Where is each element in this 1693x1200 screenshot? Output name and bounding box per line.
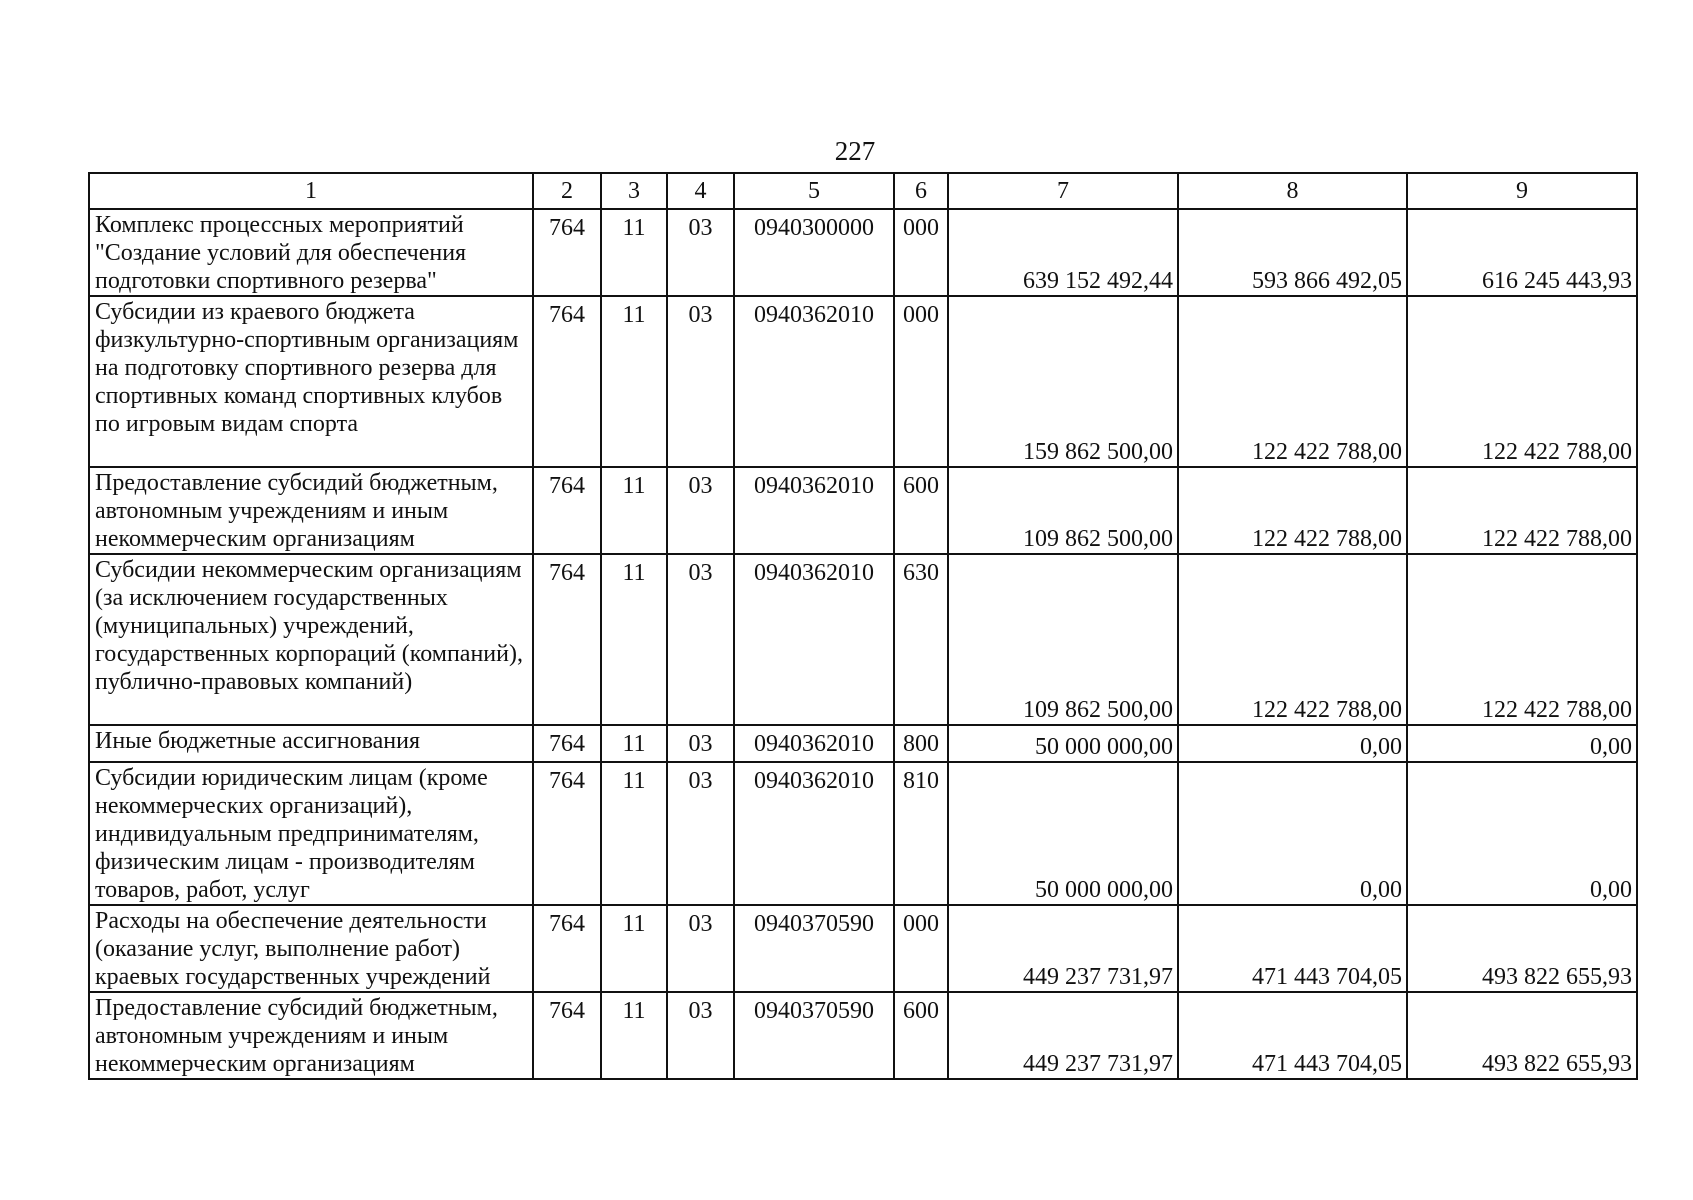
amount-cell: 159 862 500,00 [948,296,1178,467]
code-cell: 03 [667,905,734,992]
code-cell: 03 [667,554,734,725]
amount-cell: 471 443 704,05 [1178,905,1407,992]
amount-cell: 493 822 655,93 [1407,905,1637,992]
table-row [89,296,1637,467]
code-cell: 11 [601,296,667,467]
row-description: Комплекс процессных мероприятий "Создание условий для обеспечения подготовки спортивного резерва" [89,209,533,296]
amount-cell: 471 443 704,05 [1178,992,1407,1079]
code-cell: 0940362010 [734,725,894,762]
code-cell: 03 [667,296,734,467]
code-cell: 000 [894,296,948,467]
code-cell: 0940370590 [734,905,894,992]
code-cell: 764 [533,905,601,992]
code-cell: 11 [601,725,667,762]
code-cell: 11 [601,467,667,554]
code-cell: 11 [601,905,667,992]
code-cell: 764 [533,762,601,905]
amount-cell: 0,00 [1407,725,1637,762]
amount-cell: 109 862 500,00 [948,467,1178,554]
amount-cell: 50 000 000,00 [948,725,1178,762]
amount-cell: 109 862 500,00 [948,554,1178,725]
amount-cell: 122 422 788,00 [1178,554,1407,725]
code-cell: 03 [667,209,734,296]
code-cell: 630 [894,554,948,725]
code-cell: 03 [667,992,734,1079]
amount-cell: 122 422 788,00 [1407,467,1637,554]
code-cell: 0940362010 [734,762,894,905]
row-description: Субсидии из краевого бюджета физкультурно-спортивным организациям на подготовку спортивного резерва для спортивных команд спортивных клубов по игровым видам спорта [89,296,533,467]
amount-cell: 639 152 492,44 [948,209,1178,296]
code-cell: 764 [533,725,601,762]
column-header: 7 [948,173,1178,209]
column-header: 4 [667,173,734,209]
code-cell: 11 [601,992,667,1079]
amount-cell: 122 422 788,00 [1407,554,1637,725]
code-cell: 0940362010 [734,296,894,467]
amount-cell: 122 422 788,00 [1178,467,1407,554]
column-header: 9 [1407,173,1637,209]
amount-cell: 616 245 443,93 [1407,209,1637,296]
code-cell: 764 [533,467,601,554]
code-cell: 11 [601,209,667,296]
column-header: 2 [533,173,601,209]
code-cell: 764 [533,209,601,296]
row-description: Расходы на обеспечение деятельности (оказание услуг, выполнение работ) краевых государственных учреждений [89,905,533,992]
code-cell: 0940362010 [734,467,894,554]
table-row [89,554,1637,725]
column-header: 5 [734,173,894,209]
column-header: 3 [601,173,667,209]
amount-cell: 122 422 788,00 [1178,296,1407,467]
code-cell: 600 [894,992,948,1079]
row-description: Иные бюджетные ассигнования [89,725,533,762]
code-cell: 000 [894,209,948,296]
amount-cell: 0,00 [1178,762,1407,905]
table-row [89,905,1637,992]
table-row [89,992,1637,1079]
code-cell: 11 [601,554,667,725]
code-cell: 600 [894,467,948,554]
amount-cell: 593 866 492,05 [1178,209,1407,296]
code-cell: 0940300000 [734,209,894,296]
column-header: 6 [894,173,948,209]
budget-table [88,172,1638,1080]
code-cell: 0940370590 [734,992,894,1079]
code-cell: 0940362010 [734,554,894,725]
amount-cell: 449 237 731,97 [948,992,1178,1079]
code-cell: 764 [533,554,601,725]
amount-cell: 50 000 000,00 [948,762,1178,905]
row-description: Субсидии юридическим лицам (кроме некоммерческих организаций), индивидуальным предпринимателям, физическим лицам - производителям товаров, работ, услуг [89,762,533,905]
code-cell: 000 [894,905,948,992]
amount-cell: 122 422 788,00 [1407,296,1637,467]
column-number-row [89,173,1637,209]
amount-cell: 493 822 655,93 [1407,992,1637,1079]
table-row [89,762,1637,905]
column-header: 1 [89,173,533,209]
amount-cell: 0,00 [1178,725,1407,762]
table-row [89,467,1637,554]
table-row [89,725,1637,762]
code-cell: 03 [667,762,734,905]
code-cell: 03 [667,467,734,554]
code-cell: 800 [894,725,948,762]
amount-cell: 0,00 [1407,762,1637,905]
code-cell: 11 [601,762,667,905]
column-header: 8 [1178,173,1407,209]
code-cell: 03 [667,725,734,762]
row-description: Предоставление субсидий бюджетным, автономным учреждениям и иным некоммерческим организациям [89,467,533,554]
row-description: Предоставление субсидий бюджетным, автономным учреждениям и иным некоммерческим организациям [89,992,533,1079]
page-number: 227 [834,136,876,166]
row-description: Субсидии некоммерческим организациям (за исключением государственных (муниципальных) учреждений, государственных корпораций (компаний), публично-правовых компаний) [89,554,533,725]
table-row [89,209,1637,296]
amount-cell: 449 237 731,97 [948,905,1178,992]
code-cell: 764 [533,296,601,467]
code-cell: 764 [533,992,601,1079]
code-cell: 810 [894,762,948,905]
